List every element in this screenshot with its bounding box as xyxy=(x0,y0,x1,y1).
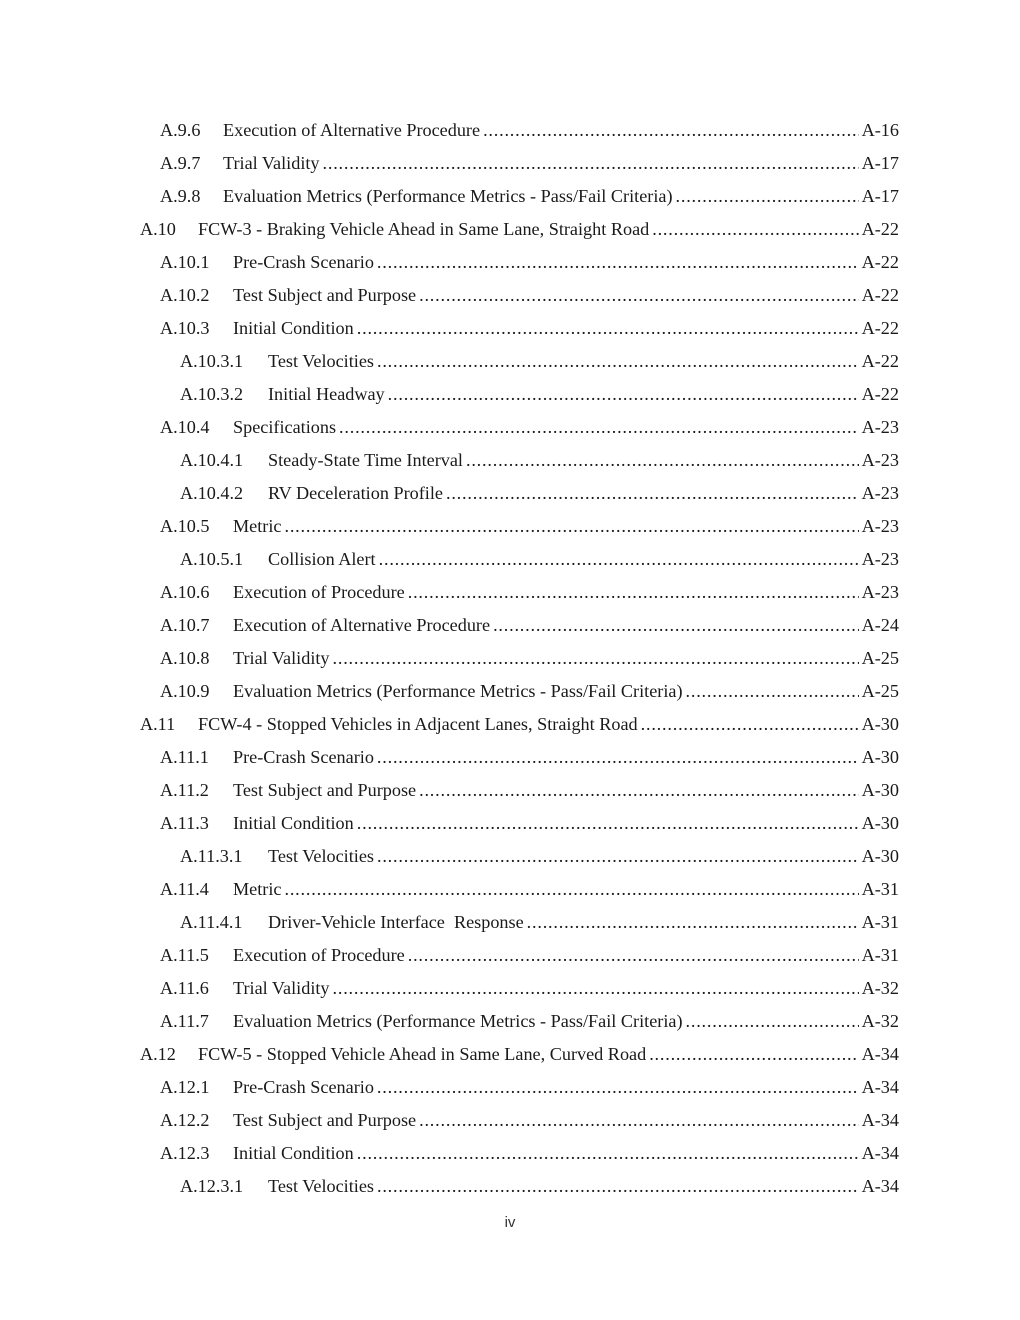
toc-entry-page: A-25 xyxy=(861,648,899,668)
toc-entry-number: A.10.4.1 xyxy=(180,450,244,470)
dot-leader xyxy=(377,840,859,873)
toc-entry-title: Trial Validity xyxy=(233,978,330,998)
toc-entry-title: Test Subject and Purpose xyxy=(233,285,417,305)
toc-entry[interactable] xyxy=(160,1071,899,1104)
toc-entry-number: A.11.3.1 xyxy=(180,846,243,866)
dot-leader xyxy=(466,444,859,477)
toc-entry-title: Evaluation Metrics (Performance Metrics - Pass/Fail Criteria) xyxy=(233,681,683,701)
toc-entry-number: A.10.3 xyxy=(160,318,210,338)
dot-leader xyxy=(379,543,859,576)
toc-entry-page: A-16 xyxy=(861,120,899,140)
toc-entry-number: A.10.3.1 xyxy=(180,351,244,371)
toc-entry[interactable] xyxy=(140,213,899,246)
toc-entry-title: Initial Headway xyxy=(268,384,385,404)
toc-entry[interactable] xyxy=(160,1137,899,1170)
toc-entry-page: A-34 xyxy=(861,1176,899,1196)
toc-entry-page: A-30 xyxy=(861,780,899,800)
toc-entry[interactable] xyxy=(180,1170,899,1203)
toc-entry-title: Test Subject and Purpose xyxy=(233,1110,417,1130)
toc-entry[interactable] xyxy=(160,411,899,444)
dot-leader xyxy=(377,1071,859,1104)
toc-entry-title: Pre-Crash Scenario xyxy=(233,1077,374,1097)
toc-entry-page: A-22 xyxy=(861,219,899,239)
toc-entry-title: Execution of Procedure xyxy=(233,582,405,602)
toc-entry[interactable] xyxy=(160,774,899,807)
toc-entry-title: Evaluation Metrics (Performance Metrics - Pass/Fail Criteria) xyxy=(233,1011,683,1031)
toc-entry-number: A.12 xyxy=(140,1044,176,1064)
dot-leader xyxy=(686,675,859,708)
toc-entry[interactable] xyxy=(180,345,899,378)
toc-entry-page: A-23 xyxy=(861,516,899,536)
toc-entry[interactable] xyxy=(160,279,899,312)
toc-entry-title: FCW-4 - Stopped Vehicles in Adjacent Lanes, Straight Road xyxy=(198,714,638,734)
toc-entry-page: A-30 xyxy=(861,714,899,734)
toc-entry-title: Initial Condition xyxy=(233,1143,354,1163)
dot-leader xyxy=(446,477,859,510)
toc-entry-page: A-22 xyxy=(861,318,899,338)
toc-entry-number: A.12.3.1 xyxy=(180,1176,244,1196)
dot-leader xyxy=(527,906,859,939)
toc-entry-title: Trial Validity xyxy=(233,648,330,668)
toc-entry-page: A-30 xyxy=(861,747,899,767)
toc-entry-number: A.10.5.1 xyxy=(180,549,244,569)
toc-entry-title: Evaluation Metrics (Performance Metrics - Pass/Fail Criteria) xyxy=(223,186,673,206)
dot-leader xyxy=(357,807,859,840)
dot-leader xyxy=(357,1137,859,1170)
toc-entry-number: A.11.5 xyxy=(160,945,209,965)
table-of-contents xyxy=(0,114,1020,1203)
dot-leader xyxy=(419,1104,859,1137)
toc-entry[interactable] xyxy=(160,1104,899,1137)
toc-entry-number: A.10.5 xyxy=(160,516,210,536)
toc-entry-page: A-23 xyxy=(861,417,899,437)
toc-entry-page: A-34 xyxy=(861,1143,899,1163)
toc-entry[interactable] xyxy=(160,510,899,543)
toc-entry-number: A.10.1 xyxy=(160,252,210,272)
dot-leader xyxy=(357,312,859,345)
toc-entry-number: A.10.4.2 xyxy=(180,483,244,503)
toc-entry-page: A-22 xyxy=(861,252,899,272)
toc-entry-title: Execution of Alternative Procedure xyxy=(223,120,481,140)
dot-leader xyxy=(333,972,859,1005)
dot-leader xyxy=(377,345,859,378)
toc-entry[interactable] xyxy=(160,873,899,906)
dot-leader xyxy=(483,114,859,147)
page-number: iv xyxy=(504,1214,516,1231)
dot-leader xyxy=(284,873,858,906)
toc-entry-title: Test Subject and Purpose xyxy=(233,780,417,800)
toc-entry[interactable] xyxy=(180,477,899,510)
toc-entry-number: A.9.8 xyxy=(160,186,201,206)
toc-entry-title: Metric xyxy=(233,516,282,536)
toc-entry-number: A.11.1 xyxy=(160,747,209,767)
toc-entry-number: A.11.3 xyxy=(160,813,209,833)
toc-entry-page: A-31 xyxy=(861,912,899,932)
dot-leader xyxy=(419,774,859,807)
toc-entry-number: A.9.7 xyxy=(160,153,201,173)
toc-entry-title: RV Deceleration Profile xyxy=(268,483,443,503)
toc-entry-number: A.9.6 xyxy=(160,120,201,140)
toc-entry[interactable] xyxy=(160,675,899,708)
toc-entry-page: A-34 xyxy=(861,1044,899,1064)
toc-entry-number: A.12.1 xyxy=(160,1077,210,1097)
toc-entry-number: A.10.7 xyxy=(160,615,210,635)
toc-entry[interactable] xyxy=(140,1038,899,1071)
toc-entry-page: A-22 xyxy=(861,285,899,305)
toc-entry[interactable] xyxy=(160,609,899,642)
toc-entry-number: A.11.6 xyxy=(160,978,209,998)
toc-entry-number: A.11.2 xyxy=(160,780,209,800)
toc-entry-number: A.10.2 xyxy=(160,285,210,305)
toc-entry[interactable] xyxy=(180,378,899,411)
toc-entry-number: A.10.9 xyxy=(160,681,210,701)
toc-entry-title: Pre-Crash Scenario xyxy=(233,747,374,767)
toc-entry-page: A-34 xyxy=(861,1077,899,1097)
toc-entry[interactable] xyxy=(180,906,899,939)
dot-leader xyxy=(377,741,859,774)
dot-leader xyxy=(323,147,859,180)
toc-entry[interactable] xyxy=(160,939,899,972)
toc-entry[interactable] xyxy=(140,708,899,741)
toc-entry[interactable] xyxy=(160,642,899,675)
toc-entry-page: A-30 xyxy=(861,846,899,866)
toc-entry[interactable] xyxy=(180,543,899,576)
toc-entry-title: Test Velocities xyxy=(268,846,374,866)
toc-entry-title: Metric xyxy=(233,879,282,899)
toc-entry-title: Pre-Crash Scenario xyxy=(233,252,374,272)
dot-leader xyxy=(377,1170,859,1203)
toc-entry[interactable] xyxy=(180,444,899,477)
toc-entry-page: A-22 xyxy=(861,351,899,371)
dot-leader xyxy=(641,708,859,741)
toc-entry[interactable] xyxy=(160,741,899,774)
toc-entry-page: A-32 xyxy=(861,1011,899,1031)
toc-entry-number: A.10.4 xyxy=(160,417,210,437)
dot-leader xyxy=(377,246,859,279)
toc-entry[interactable] xyxy=(160,312,899,345)
toc-entry-title: Execution of Procedure xyxy=(233,945,405,965)
toc-entry-page: A-23 xyxy=(861,582,899,602)
toc-entry-page: A-17 xyxy=(861,186,899,206)
dot-leader xyxy=(419,279,859,312)
toc-entry-number: A.10 xyxy=(140,219,176,239)
toc-entry[interactable] xyxy=(180,840,899,873)
toc-entry[interactable] xyxy=(160,1005,899,1038)
dot-leader xyxy=(333,642,859,675)
toc-entry[interactable] xyxy=(160,972,899,1005)
toc-entry[interactable] xyxy=(160,114,899,147)
toc-entry-page: A-32 xyxy=(861,978,899,998)
toc-entry-page: A-24 xyxy=(861,615,899,635)
toc-entry-title: Test Velocities xyxy=(268,351,374,371)
toc-entry-title: Test Velocities xyxy=(268,1176,374,1196)
toc-entry-number: A.11 xyxy=(140,714,176,734)
dot-leader xyxy=(652,213,858,246)
toc-entry[interactable] xyxy=(160,147,899,180)
dot-leader xyxy=(493,609,859,642)
dot-leader xyxy=(339,411,859,444)
toc-entry-number: A.11.4 xyxy=(160,879,209,899)
toc-entry-title: Trial Validity xyxy=(223,153,320,173)
toc-entry[interactable] xyxy=(160,180,899,213)
toc-entry-page: A-31 xyxy=(861,945,899,965)
toc-entry-page: A-17 xyxy=(861,153,899,173)
toc-entry-page: A-23 xyxy=(861,549,899,569)
toc-entry[interactable] xyxy=(160,246,899,279)
toc-entry-number: A.10.3.2 xyxy=(180,384,244,404)
toc-entry-title: Steady-State Time Interval xyxy=(268,450,463,470)
toc-entry-title: Specifications xyxy=(233,417,337,437)
toc-entry-number: A.10.8 xyxy=(160,648,210,668)
dot-leader xyxy=(686,1005,859,1038)
toc-entry-title: Initial Condition xyxy=(233,318,354,338)
dot-leader xyxy=(676,180,859,213)
toc-entry-page: A-23 xyxy=(861,450,899,470)
toc-entry-title: FCW-3 - Braking Vehicle Ahead in Same Lane, Straight Road xyxy=(198,219,650,239)
toc-entry[interactable] xyxy=(160,576,899,609)
toc-entry-title: Initial Condition xyxy=(233,813,354,833)
toc-entry-number: A.11.7 xyxy=(160,1011,209,1031)
toc-entry-title: FCW-5 - Stopped Vehicle Ahead in Same Lane, Curved Road xyxy=(198,1044,647,1064)
toc-entry-page: A-23 xyxy=(861,483,899,503)
toc-entry-title: Execution of Alternative Procedure xyxy=(233,615,491,635)
toc-entry-title: Collision Alert xyxy=(268,549,376,569)
toc-entry-page: A-34 xyxy=(861,1110,899,1130)
toc-entry-page: A-22 xyxy=(861,384,899,404)
toc-entry-page: A-31 xyxy=(861,879,899,899)
toc-entry-number: A.12.2 xyxy=(160,1110,210,1130)
toc-entry-page: A-30 xyxy=(861,813,899,833)
toc-entry-title: Driver-Vehicle Interface Response xyxy=(268,912,524,932)
toc-entry[interactable] xyxy=(160,807,899,840)
dot-leader xyxy=(408,939,859,972)
dot-leader xyxy=(408,576,859,609)
toc-entry-number: A.12.3 xyxy=(160,1143,210,1163)
dot-leader xyxy=(649,1038,858,1071)
toc-entry-page: A-25 xyxy=(861,681,899,701)
toc-entry-number: A.11.4.1 xyxy=(180,912,243,932)
dot-leader xyxy=(284,510,858,543)
toc-entry-number: A.10.6 xyxy=(160,582,210,602)
dot-leader xyxy=(388,378,859,411)
